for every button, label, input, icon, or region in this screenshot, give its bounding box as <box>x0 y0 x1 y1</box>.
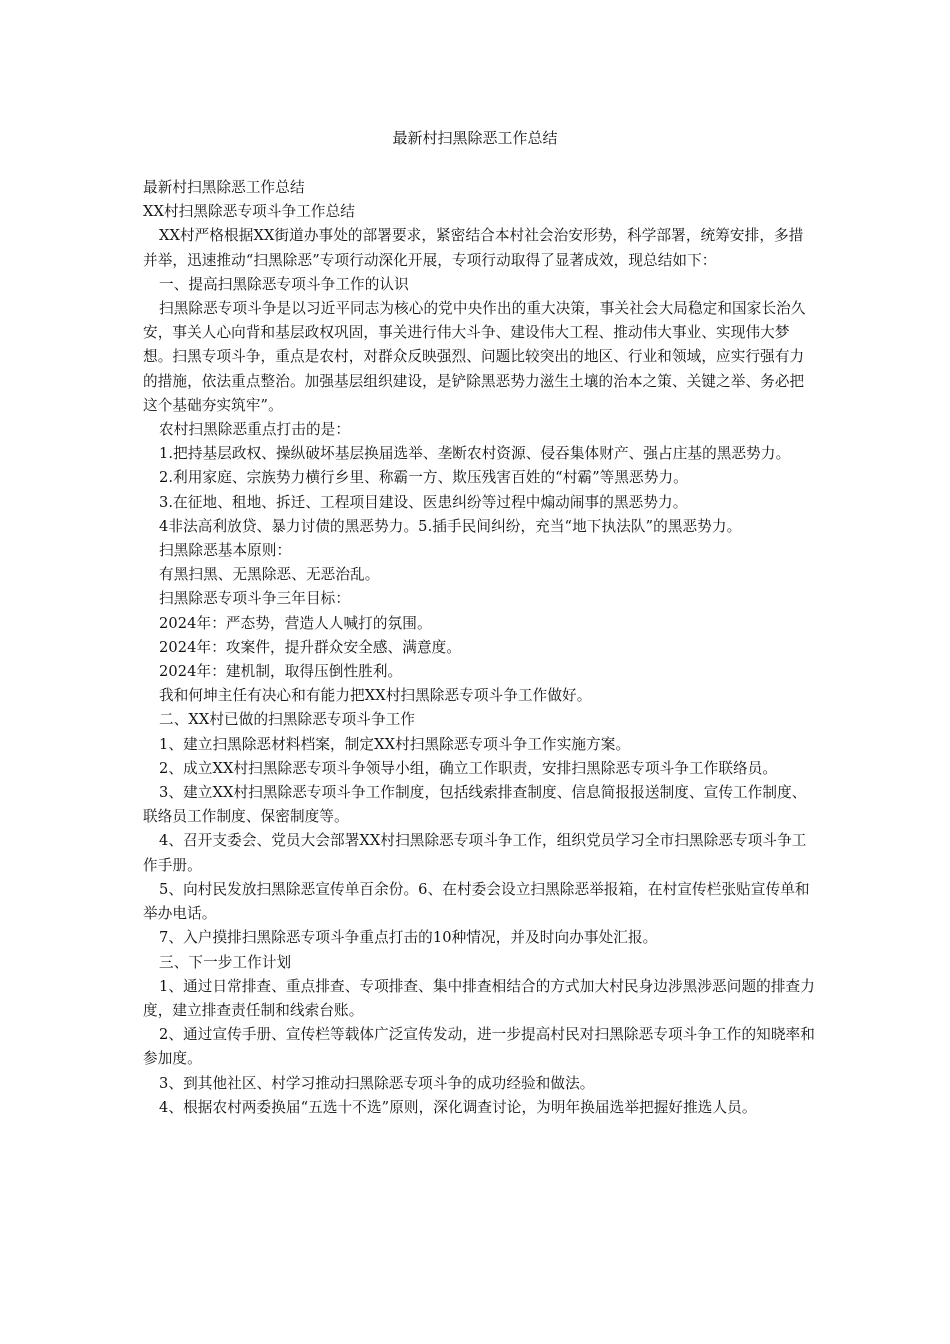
paragraph: 有黑扫黑、无黑除恶、无恶治乱。 <box>159 566 380 584</box>
paragraph: 扫黑除恶专项斗争是以习近平同志为核心的党中央作出的重大决策，事关社会大局稳定和国家长治久安，事关人心向背和基层政权巩固，事关进行伟大斗争、建设伟大工程、推动伟大事业、实现伟大梦想。扫黑专项斗争，重点是农村，对群众反映强烈、问题比较突出的地区、行业和领域，应实行强有力的措施，依法重点整治。加强基层组织建设，是铲除黑恶势力滋生土壤的治本之策、关键之举、务必把这个基础夯实筑牢”。 <box>143 300 806 414</box>
paragraph: 1、通过日常排查、重点排查、专项排查、集中排查相结合的方式加大村民身边涉黑涉恶问题的排查力度，建立排查责任制和线索台账。 <box>143 977 815 1019</box>
paragraph: 2、成立XX村扫黑除恶专项斗争领导小组，确立工作职责，安排扫黑除恶专项斗争工作联络员。 <box>159 759 778 777</box>
paragraph: 扫黑除恶基本原则： <box>159 542 292 560</box>
paragraph: 2.利用家庭、宗族势力横行乡里、称霸一方、欺压残害百姓的“村霸”等黑恶势力。 <box>159 469 688 487</box>
document-body <box>143 176 815 1120</box>
paragraph: 1、建立扫黑除恶材料档案，制定XX村扫黑除恶专项斗争工作实施方案。 <box>159 735 631 753</box>
paragraph: 5、向村民发放扫黑除恶宣传单百余份。6、在村委会设立扫黑除恶举报箱，在村宣传栏张贴宣传单和举办电话。 <box>143 880 810 923</box>
paragraph: 7、入户摸排扫黑除恶专项斗争重点打击的10种情况，并及时向办事处汇报。 <box>159 929 658 947</box>
paragraph: 扫黑除恶专项斗争三年目标： <box>159 590 351 608</box>
paragraph: 一、提高扫黑除恶专项斗争工作的认识 <box>159 275 409 293</box>
paragraph: 二、XX村已做的扫黑除恶专项斗争工作 <box>159 711 416 729</box>
paragraph: XX村严格根据XX街道办事处的部署要求，紧密结合本村社会治安形势，科学部署，统筹安排，多措并举，迅速推动“扫黑除恶”专项行动深化开展，专项行动取得了显著成效，现总结如下： <box>143 227 804 269</box>
paragraph: 2024年：严态势，营造人人喊打的氛围。 <box>159 614 432 632</box>
document-title: 最新村扫黑除恶工作总结 <box>392 129 558 147</box>
paragraph: 3、建立XX村扫黑除恶专项斗争工作制度，包括线索排查制度、信息简报报送制度、宣传工作制度、联络员工作制度、保密制度等。 <box>143 784 807 826</box>
paragraph: 2、通过宣传手册、宣传栏等载体广泛宣传发动，进一步提高村民对扫黑除恶专项斗争工作的知晓率和参加度。 <box>143 1026 815 1068</box>
paragraph: 3、到其他社区、村学习推动扫黑除恶专项斗争的成功经验和做法。 <box>159 1074 595 1092</box>
paragraph: 我和何坤主任有决心和有能力把XX村扫黑除恶专项斗争工作做好。 <box>159 687 592 705</box>
paragraph: 最新村扫黑除恶工作总结 <box>143 179 305 196</box>
paragraph: 2024年：建机制，取得压倒性胜利。 <box>159 663 403 681</box>
paragraph: 三、下一步工作计划 <box>159 953 292 971</box>
paragraph: 4、根据农村两委换届“五选十不选”原则，深化调查讨论，为明年换届选举把握好推选人员。 <box>159 1098 757 1116</box>
paragraph: 1.把持基层政权、操纵破坏基层换届选举、垄断农村资源、侵吞集体财产、强占庄基的黑恶势力。 <box>159 445 791 463</box>
paragraph: 2024年：攻案件，提升群众安全感、满意度。 <box>159 638 462 656</box>
paragraph: 4、召开支委会、党员大会部署XX村扫黑除恶专项斗争工作，组织党员学习全市扫黑除恶专项斗争工作手册。 <box>143 832 807 874</box>
paragraph: 3.在征地、租地、拆迁、工程项目建设、医患纠纷等过程中煽动闹事的黑恶势力。 <box>159 493 688 511</box>
paragraph: 4非法高利放贷、暴力讨债的黑恶势力。5.插手民间纠纷，充当“地下执法队”的黑恶势力。 <box>159 517 742 535</box>
paragraph: XX村扫黑除恶专项斗争工作总结 <box>143 203 355 221</box>
paragraph: 农村扫黑除恶重点打击的是： <box>159 421 351 439</box>
